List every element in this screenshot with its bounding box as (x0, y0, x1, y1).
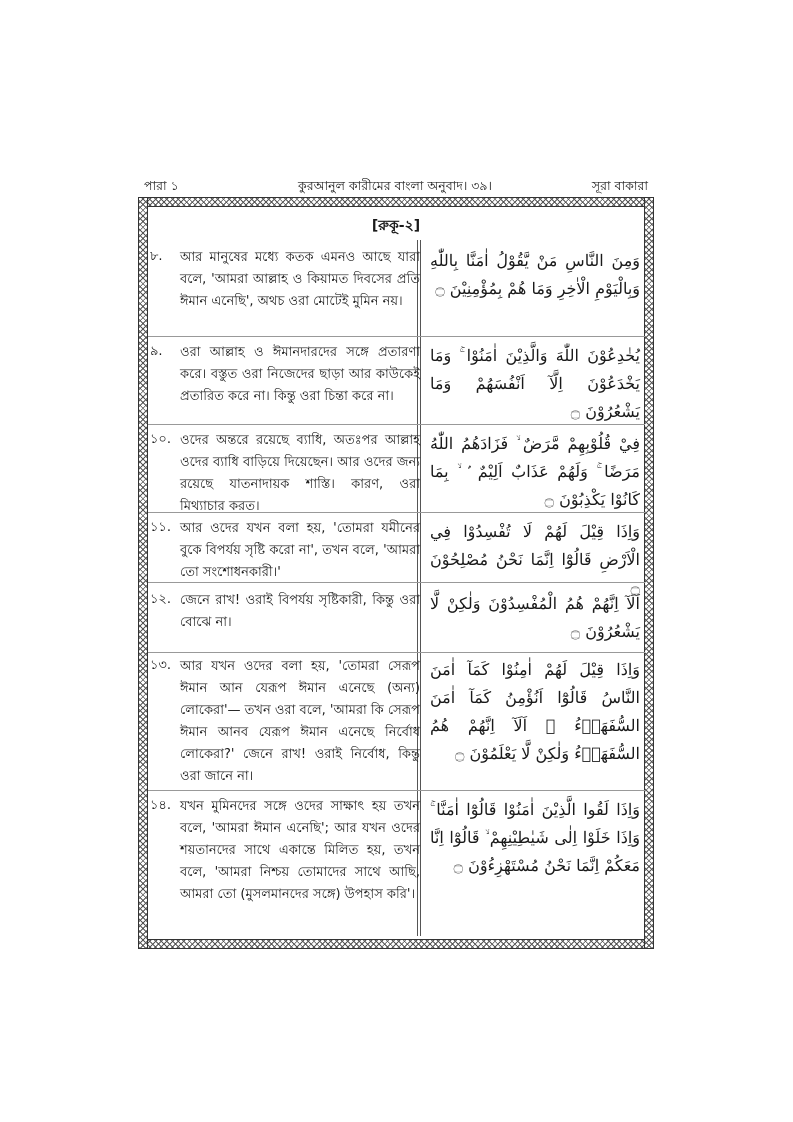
page-header (140, 178, 650, 196)
row-separator (148, 424, 645, 425)
verse-number: ৮. (150, 249, 163, 264)
verse-number: ১১. (150, 520, 172, 535)
bangla-translation: ওরা আল্লাহ ও ঈমানদারদের সঙ্গে প্রতারণা করে। বস্তুত ওরা নিজেদের ছাড়া আর কাউকেই প্রতারিত করে না। কিন্তু ওরা চিন্তা করে না। (180, 345, 420, 404)
row-separator (148, 652, 645, 653)
bangla-translation: আর ওদের যখন বলা হয়, 'তোমরা যমীনের বুকে বিপর্যয় সৃষ্টি করো না', তখন বলে, 'আমরা তো সংশোধনকারী।' (180, 521, 420, 580)
arabic-verse: اَلَآ اِنَّهُمْ هُمُ الْمُفْسِدُوْنَ وَلٰكِنْ لَّا يَشْعُرُوْنَ ۝ (430, 594, 640, 641)
border-left (139, 198, 148, 948)
verse-number: ১৩. (150, 658, 172, 673)
border-top (139, 198, 653, 207)
book-title: কুরআনুল কারীমের বাংলা অনুবাদ। ৩৯। (297, 178, 493, 193)
surah-label: সূরা বাকারা (591, 178, 648, 193)
bangla-translation: আর যখন ওদের বলা হয়, 'তোমরা সেরূপ ঈমান আন যেরূপ ঈমান এনেছে (অন্য) লোকেরা'— তখন ওরা বলে, 'আমরা কি সেরূপ ঈমান আনব যেরূপ ঈমান এনেছে নির্বোধ লোকেরা?' জেনে রাখ! ওরাই নির্বোধ, কিন্তু ওরা জানে না। (180, 659, 420, 784)
arabic-verse: يُخٰدِعُوْنَ اللّٰهَ وَالَّذِيْنَ اٰمَنُوْا ۚ وَمَا يَخْدَعُوْنَ اِلَّآ اَنْفُسَهُمْ وَمَا يَشْعُرُوْنَ ۝ (430, 346, 640, 421)
arabic-verse: وَاِذَا قِيْلَ لَهُمْ اٰمِنُوْا كَمَآ اٰمَنَ النَّاسُ قَالُوْٓا اَنُؤْمِنُ كَمَآ اٰمَنَ السُّفَهَاۤءُ ۗ اَلَآ اِنَّهُمْ هُمُ السُّفَهَاۤءُ وَلٰكِنْ لَّا يَعْلَمُوْنَ ۝ (430, 660, 640, 763)
arabic-verse: وَاِذَا قِيْلَ لَهُمْ لَا تُفْسِدُوْا فِي الْاَرْضِ قَالُوْٓا اِنَّمَا نَحْنُ مُصْلِحُوْنَ ۝ (430, 522, 640, 597)
verse-number: ১২. (150, 592, 172, 607)
bangla-translation: যখন মুমিনদের সঙ্গে ওদের সাক্ষাৎ হয় তখন বলে, 'আমরা ঈমান এনেছি'; আর যখন ওদের শয়তানদের সাথে একান্তে মিলিত হয়, তখন বলে, 'আমরা নিশ্চয় তোমাদের সাথে আছি, আমরা তো (মুসলমানদের সঙ্গে) উপহাস করি'। (180, 799, 420, 902)
row-separator (148, 790, 645, 791)
bangla-translation: জেনে রাখ! ওরাই বিপর্যয় সৃষ্টিকারী, কিন্তু ওরা বোঝে না। (180, 593, 420, 630)
verse-number: ৯. (150, 344, 163, 359)
row-separator (148, 512, 645, 513)
verse-number: ১০. (150, 432, 172, 447)
bangla-translation: ওদের অন্তরে রয়েছে ব্যাধি, অতঃপর আল্লাহ ওদের ব্যাধি বাড়িয়ে দিয়েছেন। আর ওদের জন্য রয়েছে যাতনাদায়ক শাস্তি। কারণ, ওরা মিথ্যাচার করত। (180, 433, 420, 514)
border-bottom (139, 939, 653, 948)
para-label: পারা ১ (144, 178, 179, 193)
row-separator (148, 582, 645, 583)
ruku-heading: [রুকূ-২] (371, 218, 421, 234)
border-right (644, 198, 653, 948)
bangla-translation: আর মানুষের মধ্যে কতক এমনও আছে যারা বলে, 'আমরা আল্লাহ ও কিয়ামত দিবসের প্রতি ঈমান এনেছি', অথচ ওরা মোটেই মুমিন নয়। (180, 250, 420, 309)
row-separator (148, 336, 645, 337)
arabic-verse: فِيْ قُلُوْبِهِمْ مَّرَضٌ ۙ فَزَادَهُمُ اللّٰهُ مَرَضًا ۚ وَلَهُمْ عَذَابٌ اَلِيْمٌ ۢ ۙ بِمَا كَانُوْا يَكْذِبُوْنَ ۝ (430, 434, 640, 509)
arabic-verse: وَمِنَ النَّاسِ مَنْ يَّقُوْلُ اٰمَنَّا بِاللّٰهِ وَبِالْيَوْمِ الْاٰخِرِ وَمَا هُمْ بِمُؤْمِنِيْنَ ۝ (430, 251, 640, 298)
arabic-verse: وَاِذَا لَقُوا الَّذِيْنَ اٰمَنُوْا قَالُوْٓا اٰمَنَّا ۚ وَاِذَا خَلَوْا اِلٰى شَيٰطِيْنِهِمْ ۙ قَالُوْٓا اِنَّا مَعَكُمْ اِنَّمَا نَحْنُ مُسْتَهْزِءُوْنَ ۝ (430, 800, 640, 875)
verse-number: ১৪. (150, 798, 172, 813)
